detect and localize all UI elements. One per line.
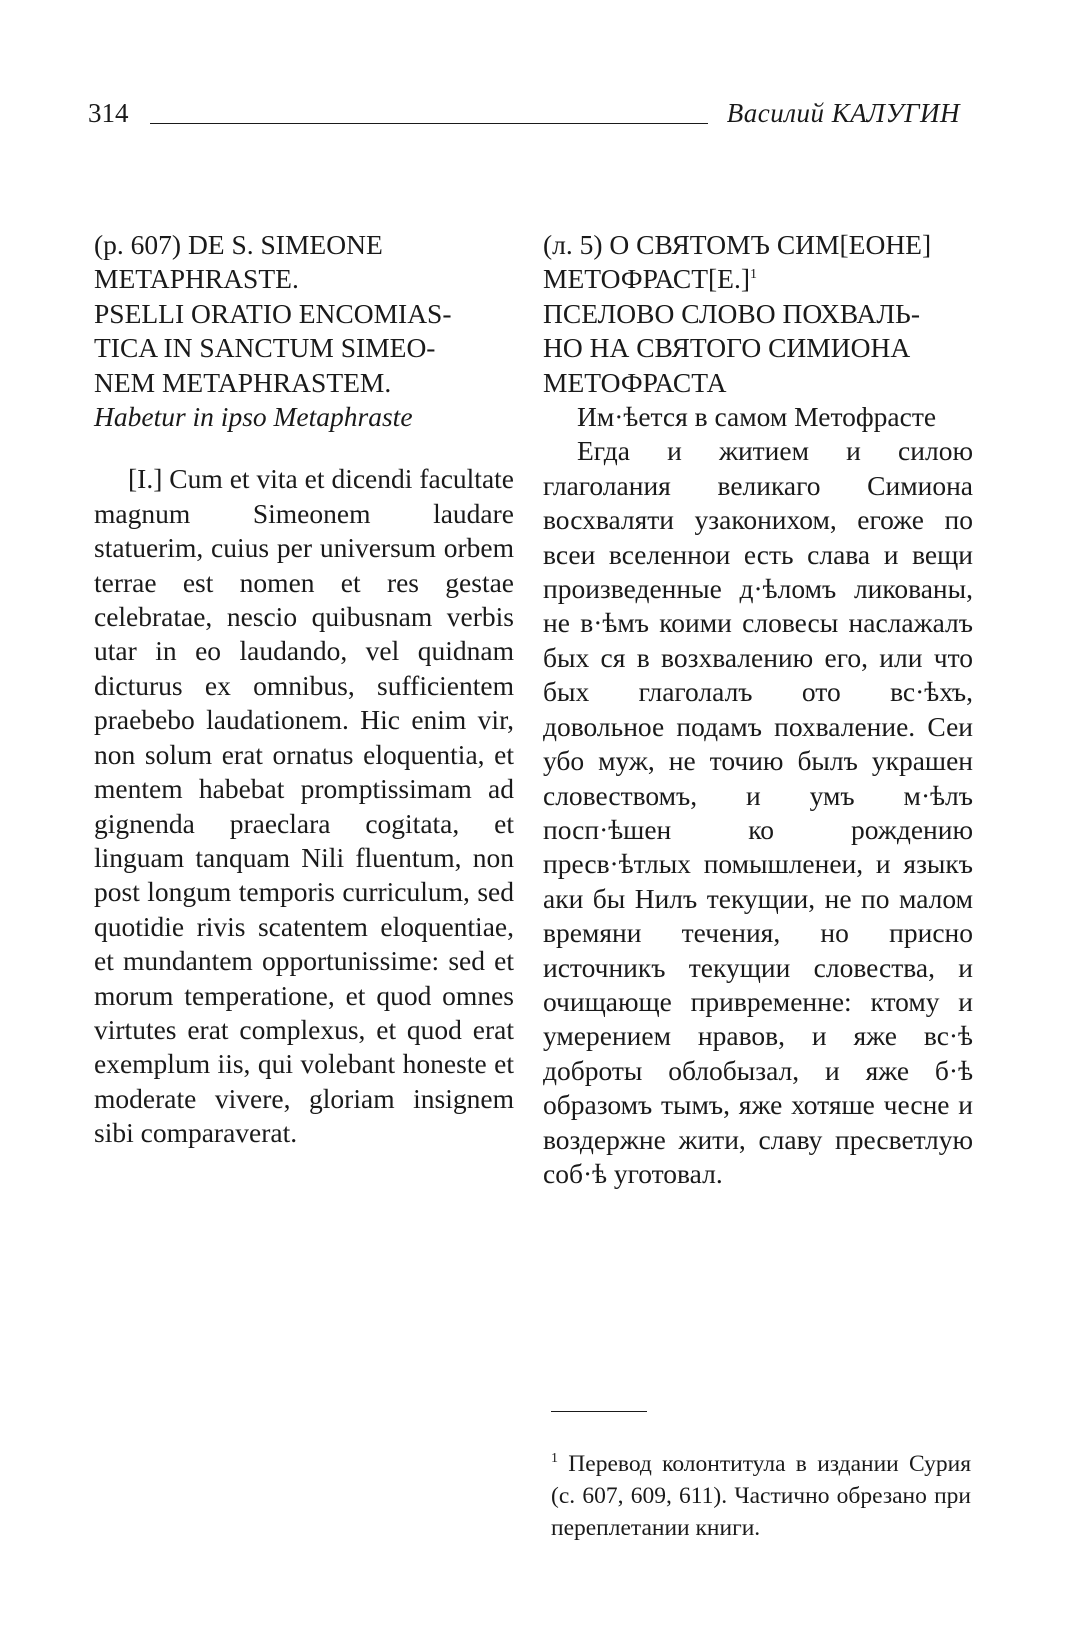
footnote-text: Перевод колонтитула в издании Сурия (с. 607, 609, 611). Частично обрезано при переплетании книги.: [551, 1450, 971, 1541]
slavic-subtitle: Им·ѣется в самом Метофрасте: [577, 401, 937, 433]
latin-subtitle: Habetur in ipso Metaphraste: [94, 401, 413, 433]
running-header: [88, 98, 960, 138]
latin-column: [94, 228, 514, 1151]
latin-heading-line: (p. 607) DE S. SIMEONE: [94, 229, 383, 260]
latin-heading-line: METAPHRASTE.: [94, 263, 299, 295]
slavic-heading-line: (л. 5) О СВЯТОМЪ СИМ[ЕОНЕ]: [543, 229, 932, 260]
slavic-heading-line: МЕТОФРАСТА: [543, 366, 727, 398]
header-rule: [150, 123, 708, 124]
slavic-heading-line: МЕТОФРАСТ[Е.]: [543, 263, 751, 295]
latin-heading-line: TICA IN SANCTUM SIMEO-: [94, 332, 436, 364]
slavic-column: [543, 228, 973, 1191]
slavic-heading-line: ПСЕЛОВО СЛОВО ПОХВАЛЬ-: [543, 297, 920, 329]
footnote-rule: [551, 1411, 647, 1412]
running-title: Василий КАЛУГИН: [726, 98, 960, 128]
slavic-heading-line-with-note: [543, 262, 973, 296]
footnote: [551, 1448, 971, 1544]
footnote-reference: 1: [750, 267, 758, 283]
slavic-heading-line: НО НА СВЯТОГО СИМИОНА: [543, 332, 911, 364]
latin-heading-line: PSELLI ORATIO ENCOMIAS-: [94, 297, 452, 329]
footnote-mark: 1: [551, 1450, 558, 1466]
page-number: 314: [88, 98, 129, 128]
spacer: [94, 434, 514, 462]
latin-heading-line: NEM METAPHRASTEM.: [94, 366, 392, 398]
slavic-body: Егда и житием и силою глаголания великаго Симиона восхваляти узаконихом, егоже по всеи вселеннои есть слава и вещи произведенные д·ѣломъ ликованы, не в·ѣмъ коими словесы наслажалъ бых ся в возхвалению его, или что бых глаголалъ ото вс·ѣхъ, довольное подамъ похваление. Сеи убо муж, не точию былъ украшен словествомъ, и умъ м·ѣлъ посп·ѣшен ко рождению пресв·ѣтлых помышленеи, и языкъ аки бы Нилъ текущии, не по малом времяни течения, но присно источникъ текущии словества, и очищающе привременне: ктому и умерением нравов, и яже вс·ѣ доброты облобызал, и яже б·ѣ образомъ тымъ, яже хотяше чесне и воздержне жити, славу пресветлую соб·ѣ уготовал.: [543, 435, 973, 1189]
latin-body: [I.] Cum et vita et dicendi facultate magnum Simeonem laudare statuerim, cuius per universum orbem terrae est nomen et res gestae celebratae, nescio quibusnam verbis utar in eo laudando, vel quidnam dicturus ex omnibus, sufficientem praebebo laudationem. Hic enim vir, non solum erat ornatus eloquentia, et mentem habebat promptissimam ad gignenda praeclara cogitata, et linguam tanquam Nili fluentum, non post longum temporis curriculum, sed quotidie rivis scatentem eloquentiae, et mundantem opportunissime: sed et morum temperatione, et quod omnes virtutes erat complexus, et quod erat exemplum iis, qui volebant honeste et moderate vivere, gloriam insignem sibi comparaverat.: [94, 463, 514, 1149]
